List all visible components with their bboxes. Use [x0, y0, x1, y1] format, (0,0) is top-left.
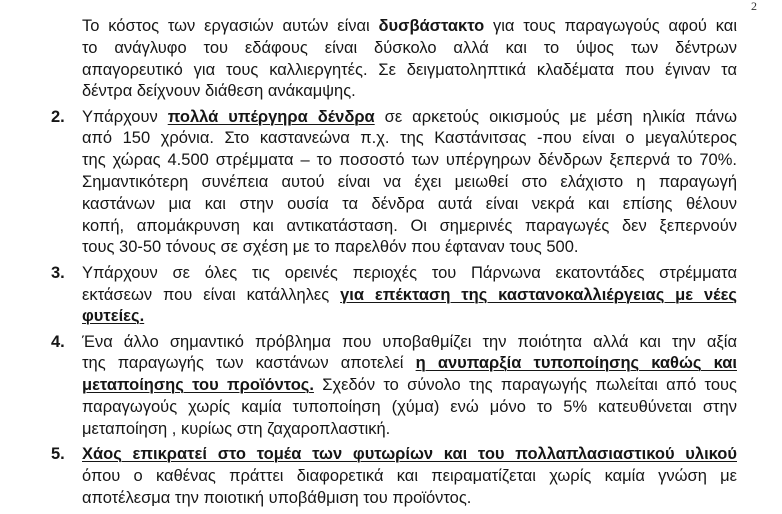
text-line: μεταποίηση , κυρίως στη ζαχαροπλαστική.: [82, 419, 391, 438]
text-line: [82, 353, 737, 375]
item-number: 2.: [51, 107, 65, 126]
underlined-bold-run: για επέκταση της καστανοκαλλιέργειας με νέες: [340, 285, 737, 304]
list-item-4: [51, 332, 737, 441]
item-number: 3.: [51, 263, 65, 282]
document-body: [51, 16, 737, 513]
page-number: 2: [751, 0, 757, 13]
underlined-bold-run: Χάος επικρατεί στο τομέα των φυτωρίων και του πολλαπλασιαστικού υλικού: [82, 445, 737, 464]
text-line: Σημαντικότερη συνέπεια αυτού είναι να έχει μειωθεί στο ελάχιστο η παραγωγή: [82, 173, 737, 192]
text-run: σε αρκετούς οικισμούς με μέση ηλικία πάνω: [374, 107, 737, 126]
text-run: Το κόστος των εργασιών αυτών είναι: [82, 17, 379, 35]
intro-paragraph: [82, 16, 737, 103]
text-line: [82, 285, 737, 307]
item-number: 4.: [51, 332, 65, 351]
text-line: παραγωγούς χωρίς καμία τυποποίηση (χύμα) ενώ μόνο το 5% κατευθύνεται στην: [82, 398, 737, 417]
text-run: εκτάσεων που είναι κατάλληλες: [82, 285, 341, 304]
text-line: αποτέλεσμα την ποιοτική υποβάθμιση του προϊόντος.: [82, 488, 472, 507]
list-item-5: [51, 444, 737, 509]
text-line: Υπάρχουν σε όλες τις ορεινές περιοχές του Πάρνωνα εκατοντάδες στρέμματα: [82, 263, 737, 282]
text-line: από 150 χρόνια. Στο καστανεώνα π.χ. της Καστάνιτσας -που είναι ο μεγαλύτερος: [82, 129, 737, 148]
text-line: Ένα άλλο σημαντικό πρόβλημα που υποβαθμίζει την ποιότητα αλλά και την αξία: [82, 332, 737, 351]
text-line: απαγορευτικό για τους καλλιεργητές. Σε δειγματοληπτικά κλαδέματα που έγιναν τα: [82, 60, 737, 79]
text-run: για τους παραγωγούς αφού και: [484, 17, 737, 35]
text-run: Σχεδόν το σύνολο της παραγωγής πωλείται από τους: [313, 376, 737, 395]
text-line: το ανάγλυφο του εδάφους είναι δύσκολο αλλά και το ύψος των δέντρων: [82, 38, 737, 57]
text-line: [82, 306, 737, 328]
text-line: τους 30-50 τόνους σε σχέση με το παρελθόν που έφταναν τους 500.: [82, 238, 579, 257]
underlined-bold-run: μεταποίησης του προϊόντος.: [82, 376, 314, 395]
text-run: Υπάρχουν: [82, 107, 168, 126]
list-item-2: [51, 107, 737, 260]
bold-run: δυσβάστακτο: [378, 17, 485, 35]
text-line: κοπή, απομάκρυνση και αντικατάσταση. Οι σημερινές παραγωγές δεν ξεπερνούν: [82, 216, 737, 235]
underlined-bold-run: η ανυπαρξία τυποποίησης καθώς και: [415, 354, 737, 373]
underlined-bold-run: πολλά υπέργηρα δένδρα: [167, 107, 375, 126]
text-line: καστάνων μια και στην ουσία τα δένδρα αυτά είναι νεκρά και επίσης θέλουν: [82, 194, 737, 213]
text-line: της χώρας 4.500 στρέμματα – το ποσοστό των υπέργηρων δένδρων ξεπερνά το 70%.: [82, 151, 737, 170]
text-line: δέντρα δείχνουν διάθεση ανάκαμψης.: [82, 82, 356, 101]
text-line: [82, 444, 737, 466]
item-number: 5.: [51, 445, 65, 464]
text-line: [82, 16, 737, 38]
text-line: [82, 375, 737, 397]
list-item-3: [51, 263, 737, 328]
text-line: όπου ο καθένας πράττει διαφορετικά και πειραματίζεται χωρίς καμία γνώση με: [82, 466, 737, 485]
text-run: της παραγωγής των καστάνων αποτελεί: [82, 354, 416, 373]
text-line: [82, 107, 737, 129]
underlined-bold-run: φυτείες.: [82, 307, 145, 326]
